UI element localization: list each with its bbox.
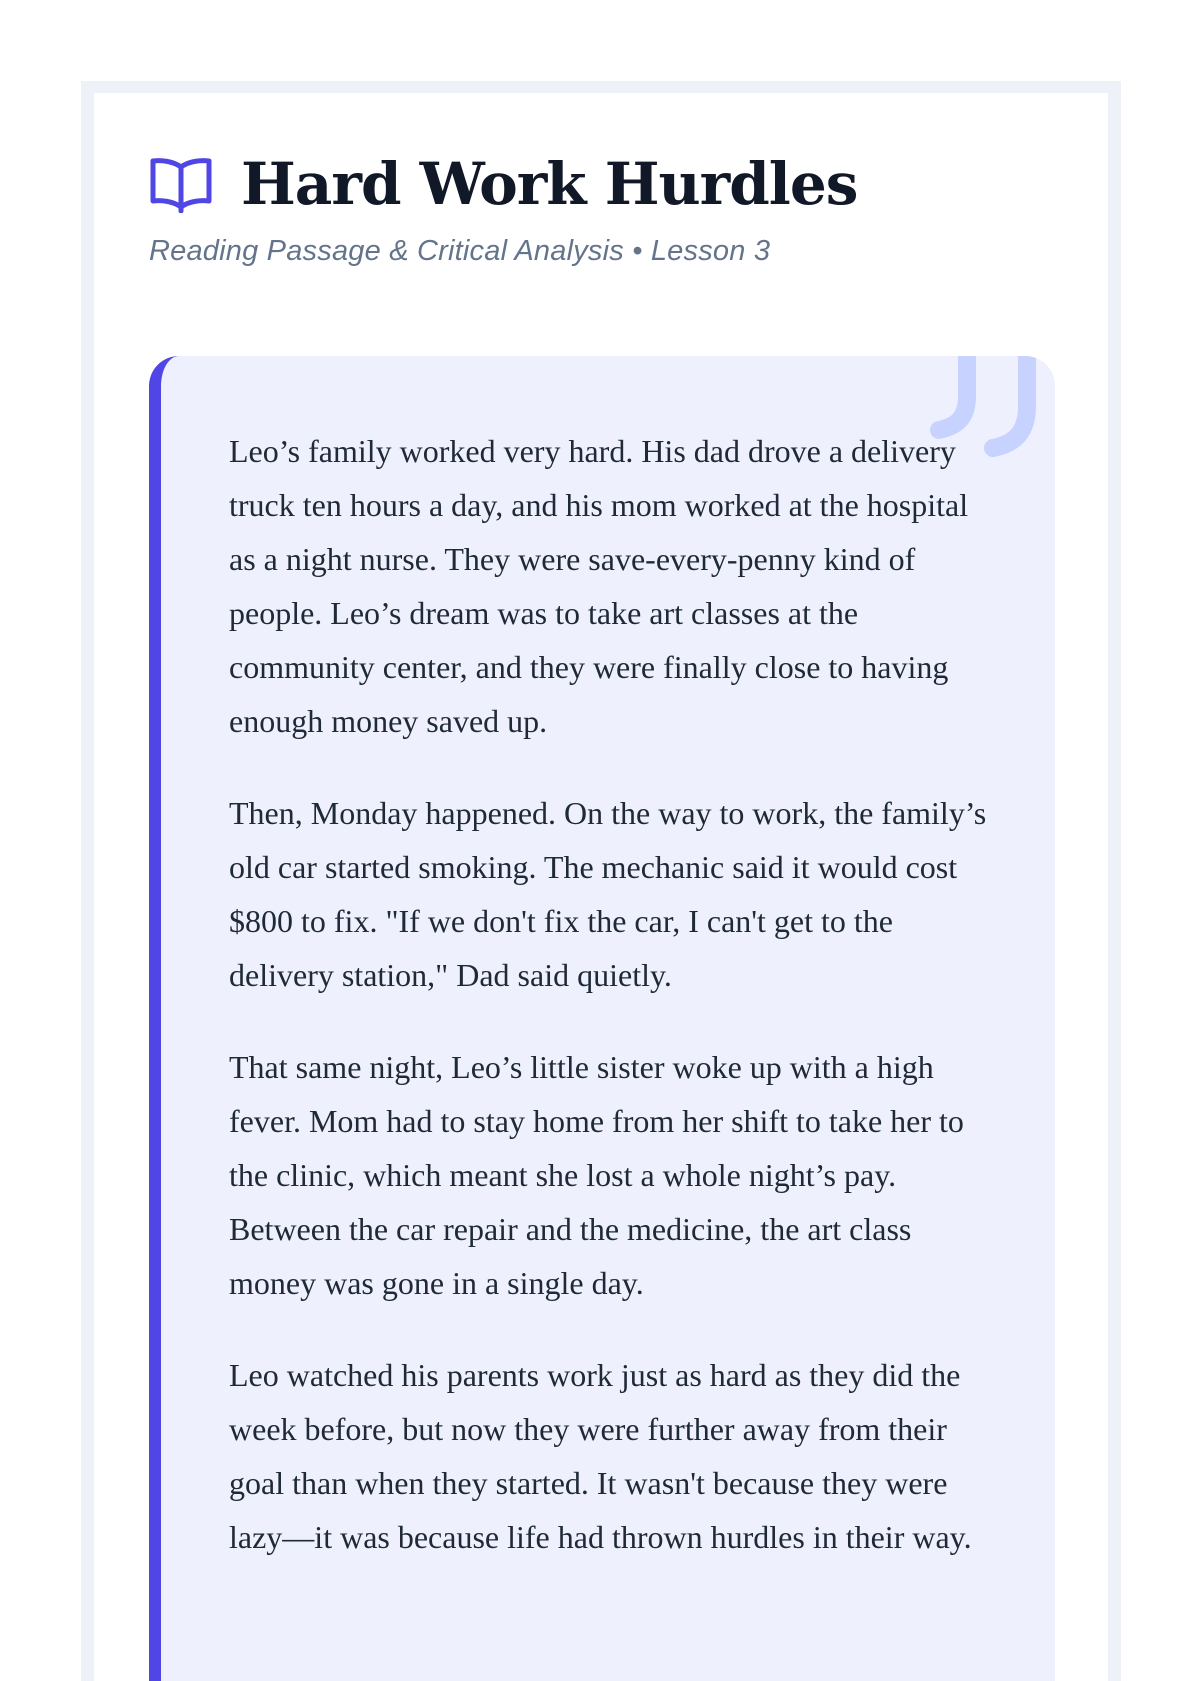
passage-paragraph-4: Leo watched his parents work just as hard as they did the week before, but now they were further away from their goal than when they started. It wasn't because they were lazy—it was because life had thrown hurdles in their way. <box>229 1357 972 1555</box>
lesson-header <box>149 149 1053 219</box>
page-frame <box>81 81 1121 1681</box>
passage-paragraph-3: That same night, Leo’s little sister woke up with a high fever. Mom had to stay home from her shift to take her to the clinic, which meant she lost a whole night’s pay. Between the car repair and the medicine, the art class money was gone in a single day. <box>229 1049 964 1301</box>
page-subtitle: Reading Passage & Critical Analysis • Lesson 3 <box>149 235 771 267</box>
book-open-icon <box>149 155 213 213</box>
reading-passage <box>149 356 1055 1681</box>
passage-paragraph-2: Then, Monday happened. On the way to work, the family’s old car started smoking. The mechanic said it would cost $800 to fix. "If we don't fix the car, I can't get to the delivery station," Dad said quietly. <box>229 795 987 993</box>
lesson-card <box>94 93 1108 1681</box>
passage-paragraph-1: Leo’s family worked very hard. His dad drove a delivery truck ten hours a day, and his mom worked at the hospital as a night nurse. They were save-every-penny kind of people. Leo’s dream was to take art classes at the community center, and they were finally close to having enough money saved up. <box>229 433 969 739</box>
page-title: Hard Work Hurdles <box>241 150 858 218</box>
